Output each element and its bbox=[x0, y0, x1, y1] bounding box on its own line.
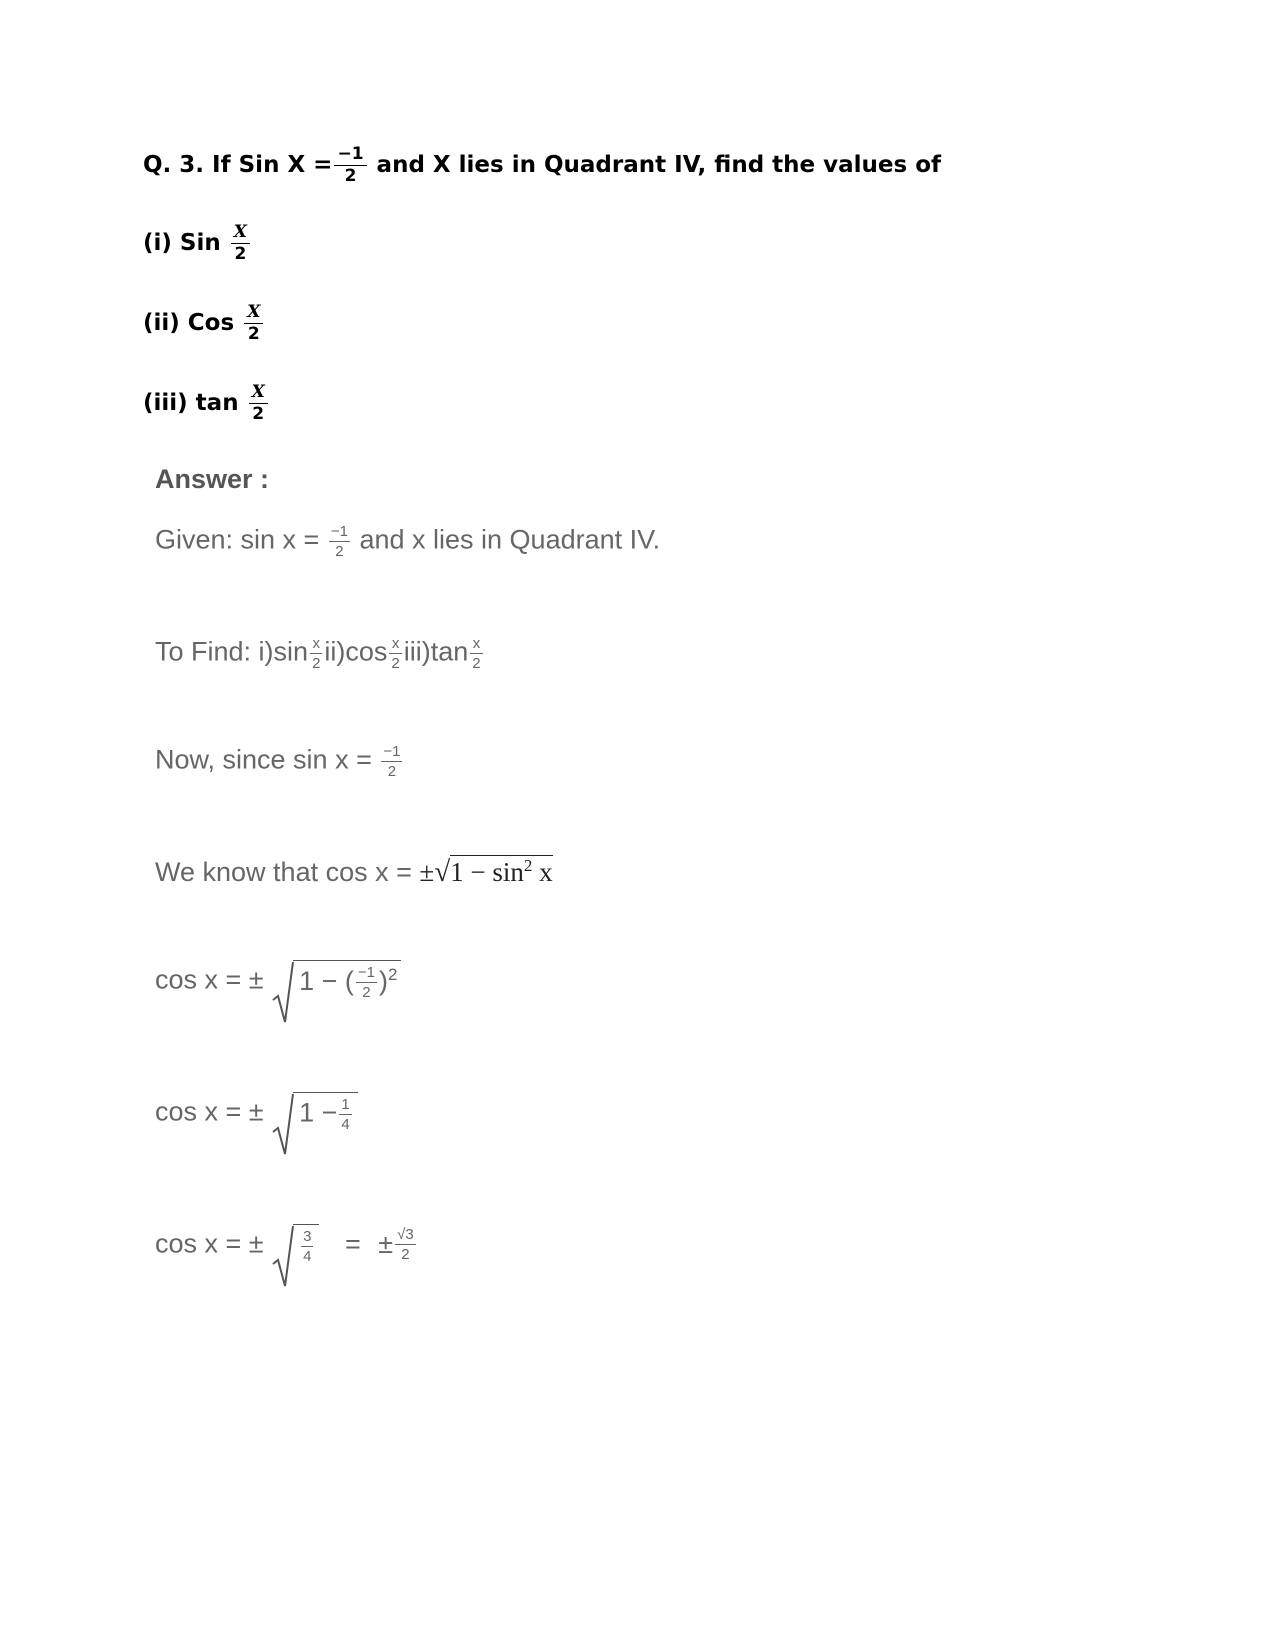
fraction-numerator: −1 bbox=[357, 964, 376, 982]
plus-minus-sign: ± bbox=[378, 1228, 394, 1259]
fraction-denominator: 2 bbox=[231, 243, 250, 263]
we-know-line bbox=[155, 856, 553, 889]
to-find-line bbox=[155, 636, 485, 671]
square-root bbox=[271, 960, 401, 1000]
fraction-denominator: 4 bbox=[303, 1248, 312, 1265]
fraction-denominator: 2 bbox=[329, 541, 350, 559]
fraction-denominator: 2 bbox=[472, 655, 481, 672]
fraction-denominator: 2 bbox=[249, 403, 268, 423]
radical-icon bbox=[271, 1224, 297, 1288]
question-suffix: and X lies in Quadrant IV, find the values of bbox=[368, 152, 942, 178]
now-prefix: Now, since sin x = bbox=[155, 744, 372, 775]
to-find-iii: iii)tan bbox=[403, 636, 469, 667]
radicand-end: ) bbox=[379, 966, 389, 996]
fraction-numerator: X bbox=[251, 382, 265, 402]
exponent: 2 bbox=[388, 965, 398, 984]
now-since-line bbox=[155, 744, 404, 779]
radicand-start: 1 − ( bbox=[299, 966, 354, 996]
square-root bbox=[271, 1092, 358, 1132]
cos-step-1 bbox=[155, 960, 401, 1000]
question-item-2 bbox=[143, 304, 265, 343]
cos-step-2 bbox=[155, 1092, 358, 1132]
fraction-numerator: x bbox=[312, 635, 320, 652]
given-prefix: Given: sin x = bbox=[155, 524, 320, 555]
plus-minus-sign: ± bbox=[419, 857, 435, 887]
fraction-denominator: 2 bbox=[334, 165, 366, 185]
fraction-numerator: x bbox=[391, 635, 400, 652]
inner-fraction bbox=[339, 1097, 351, 1132]
question-item-1 bbox=[143, 224, 252, 263]
question-item-3 bbox=[143, 384, 270, 423]
question-line bbox=[143, 146, 941, 185]
equals-sign: = bbox=[344, 1228, 361, 1259]
half-fraction bbox=[389, 636, 401, 671]
given-fraction bbox=[329, 524, 350, 559]
inner-fraction bbox=[301, 1229, 313, 1264]
given-suffix: and x lies in Quadrant IV. bbox=[359, 524, 661, 555]
exponent: 2 bbox=[523, 856, 533, 875]
radical-icon bbox=[271, 960, 297, 1024]
fraction-denominator: 2 bbox=[391, 655, 400, 672]
item-fraction bbox=[231, 224, 250, 263]
radicand-start: 1 − bbox=[299, 1097, 338, 1128]
fraction-numerator: √3 bbox=[397, 1225, 414, 1243]
half-fraction bbox=[470, 636, 482, 671]
to-find-prefix: To Find: i)sin bbox=[155, 636, 309, 667]
we-know-prefix: We know that cos x = bbox=[155, 857, 412, 887]
answer-heading: Answer : bbox=[155, 464, 270, 494]
item-label: (ii) Cos bbox=[143, 310, 235, 336]
fraction-denominator: 2 bbox=[395, 1244, 416, 1262]
step-prefix: cos x = ± bbox=[155, 1096, 264, 1127]
question-prefix: Q. 3. If Sin X = bbox=[143, 152, 333, 178]
radical-icon bbox=[271, 1092, 297, 1156]
fraction-numerator: x bbox=[472, 635, 481, 652]
fraction-numerator: X bbox=[233, 222, 247, 242]
fraction-denominator: 2 bbox=[381, 761, 402, 779]
fraction-numerator: −1 bbox=[330, 523, 348, 540]
to-find-ii: ii)cos bbox=[324, 636, 388, 667]
half-fraction bbox=[310, 636, 322, 671]
item-fraction bbox=[249, 384, 268, 423]
item-fraction bbox=[244, 304, 263, 343]
radicand bbox=[293, 960, 401, 1000]
item-label: (iii) tan bbox=[143, 390, 239, 416]
radicand bbox=[450, 855, 553, 887]
radicand-body: 1 − sin bbox=[450, 857, 524, 887]
radical-sign: √ bbox=[434, 856, 451, 888]
given-line bbox=[155, 524, 660, 559]
step-prefix: cos x = ± bbox=[155, 1228, 264, 1259]
step-prefix: cos x = ± bbox=[155, 964, 264, 995]
fraction-denominator: 4 bbox=[341, 1116, 350, 1133]
fraction-numerator: X bbox=[247, 302, 261, 322]
fraction-denominator: 2 bbox=[312, 655, 321, 672]
now-fraction bbox=[381, 744, 402, 779]
fraction-denominator: 2 bbox=[356, 982, 377, 1000]
square-root bbox=[271, 1224, 319, 1264]
result-fraction bbox=[395, 1227, 416, 1262]
fraction-numerator: 3 bbox=[303, 1228, 312, 1245]
fraction-numerator: 1 bbox=[341, 1096, 350, 1113]
radicand bbox=[293, 1092, 358, 1132]
cos-step-3 bbox=[155, 1224, 418, 1264]
fraction-numerator: −1 bbox=[337, 144, 364, 164]
question-fraction bbox=[334, 146, 366, 185]
item-label: (i) Sin bbox=[143, 230, 221, 256]
inner-fraction bbox=[356, 965, 377, 1000]
fraction-numerator: −1 bbox=[383, 743, 401, 760]
radicand-variable: x bbox=[532, 857, 553, 887]
fraction-denominator: 2 bbox=[244, 323, 263, 343]
cos-identity-formula bbox=[419, 857, 552, 887]
